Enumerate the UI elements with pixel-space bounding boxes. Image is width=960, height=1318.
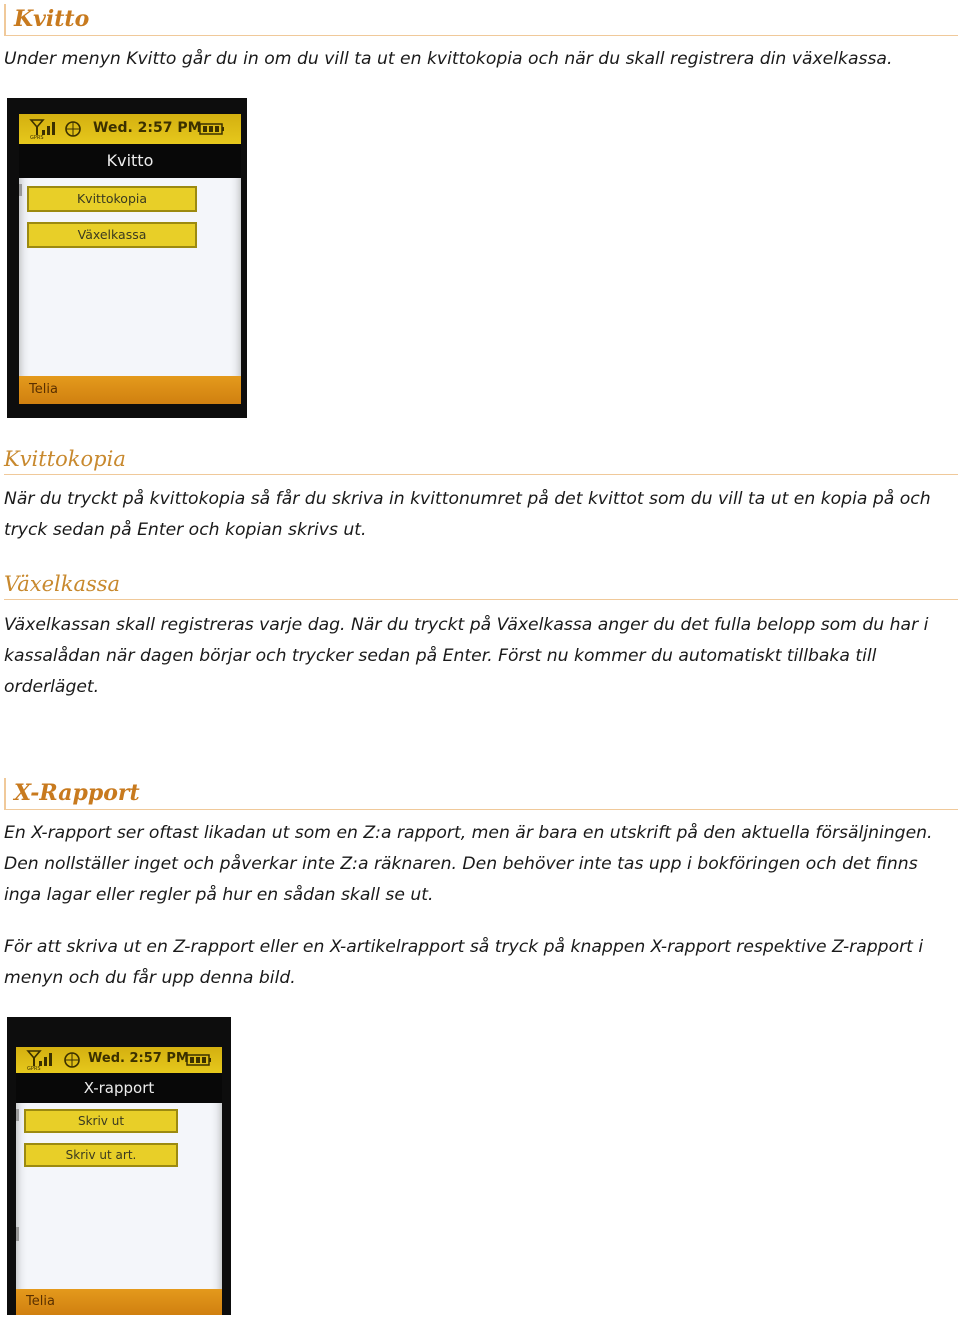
menu-button-kvittokopia[interactable]: Kvittokopia [27, 186, 197, 212]
svg-text:GPRS: GPRS [27, 1066, 41, 1071]
network-globe-icon [62, 1051, 82, 1069]
network-globe-icon [63, 120, 83, 138]
heading-x-rapport-text: X-Rapport [14, 780, 140, 806]
scroll-indicator-lower [16, 1227, 19, 1241]
heading-kvittokopia-text: Kvittokopia [4, 447, 126, 471]
paragraph-kvittokopia: När du tryckt på kvittokopia så får du skriva in kvittonumret på det kvittot som du vill ta ut en kopia på och tryck sedan på Enter och kopian skrivs ut. [4, 489, 931, 540]
signal-icon [29, 118, 59, 140]
heading-kvittokopia [4, 445, 958, 475]
status-bar [16, 1047, 222, 1073]
clock-text: Wed. 2:57 PM [93, 120, 202, 136]
menu-button-vaxelkassa[interactable]: Växelkassa [27, 222, 197, 248]
paragraph-vaxelkassa: Växelkassan skall registreras varje dag. När du tryckt på Växelkassa anger du det fulla belopp som du har i kassalådan när dagen börjar och trycker sedan på Enter. Först nu kommer du automatiskt tillbaka till orderläget. [4, 615, 929, 697]
screen-title: X-rapport [16, 1073, 222, 1103]
battery-icon [199, 123, 225, 135]
carrier-bar: Telia [19, 376, 241, 404]
paragraph-x-rapport-2: För att skriva ut en Z-rapport eller en X-artikelrapport så tryck på knappen X-rapport respektive Z-rapport i menyn och du får upp denna bild. [4, 937, 924, 988]
paragraph-kvitto: Under menyn Kvitto går du in om du vill ta ut en kvittokopia och när du skall registrera din växelkassa. [4, 49, 893, 69]
signal-icon [26, 1049, 56, 1071]
heading-vaxelkassa [4, 570, 958, 600]
clock-text: Wed. 2:57 PM [88, 1051, 189, 1066]
menu-button-skriv-ut-art[interactable]: Skriv ut art. [24, 1143, 178, 1167]
phone-screenshot-kvitto [7, 98, 247, 418]
heading-x-rapport [4, 778, 958, 810]
battery-icon [186, 1054, 212, 1066]
carrier-bar: Telia [16, 1289, 222, 1315]
screen-title: Kvitto [19, 144, 241, 178]
paragraph-x-rapport-1: En X-rapport ser oftast likadan ut som en Z:a rapport, men är bara en utskrift på den aktuella försäljningen. Den nollställer inget och påverkar inte Z:a räknaren. Den behöver inte tas upp i bokföringen och det finns inga lagar eller regler på hur en sådan skall se ut. [4, 823, 933, 905]
status-bar [19, 114, 241, 144]
phone-screen [16, 1047, 222, 1315]
scroll-indicator [19, 184, 22, 196]
svg-text:GPRS: GPRS [30, 135, 44, 140]
phone-screenshot-x-rapport [7, 1017, 231, 1315]
heading-vaxelkassa-text: Växelkassa [4, 572, 121, 596]
phone-screen [19, 114, 241, 404]
scroll-indicator [16, 1109, 19, 1121]
menu-button-skriv-ut[interactable]: Skriv ut [24, 1109, 178, 1133]
heading-kvitto [4, 4, 958, 36]
heading-kvitto-text: Kvitto [14, 6, 90, 32]
